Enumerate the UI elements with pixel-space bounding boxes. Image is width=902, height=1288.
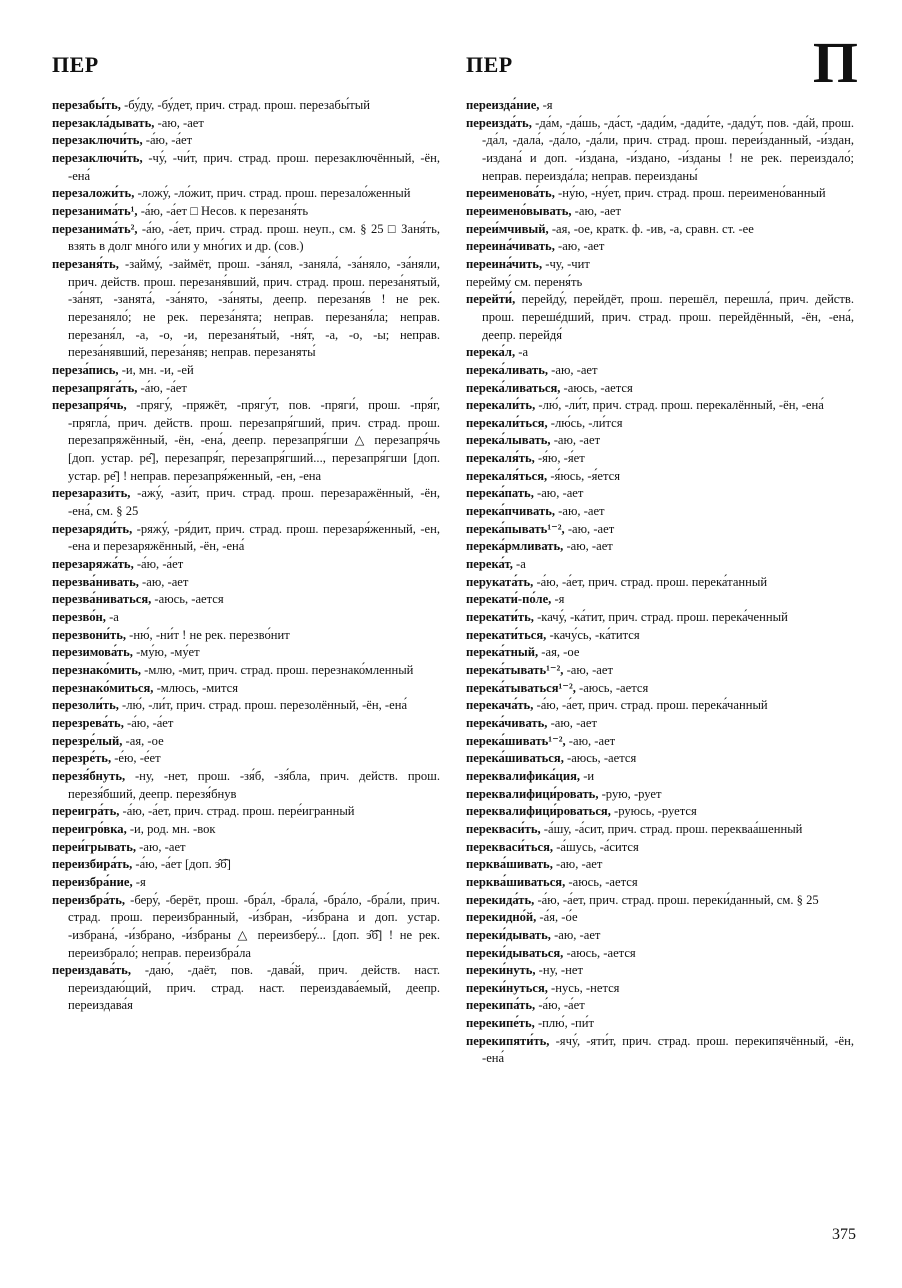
dictionary-entry <box>466 362 854 380</box>
dictionary-entry <box>466 768 854 786</box>
dictionary-entry <box>466 415 854 433</box>
dictionary-entry <box>466 274 854 292</box>
headword: перекида́ть, <box>466 892 535 907</box>
entry-body: -и <box>580 768 595 783</box>
dictionary-entry <box>466 927 854 945</box>
headword: перека́рмливать, <box>466 539 564 554</box>
dictionary-entry <box>466 203 854 221</box>
entry-body: -даю́, -даёт, пов. -дава́й, прич. действ. наст. переиздаю́щий, прич. страд. наст. переиздава́емый, деепр. переиздава́я <box>68 963 440 1013</box>
dictionary-entry <box>52 609 440 627</box>
entry-body: -качу́, -ка́тит, прич. страд. прош. перека́ченный <box>533 610 788 625</box>
dictionary-entry <box>52 750 440 768</box>
headword: перека́т, <box>466 557 513 572</box>
entry-body: -а́шусь, -а́сится <box>553 839 639 854</box>
headword: перезимова́ть, <box>52 645 133 660</box>
section-letter: П <box>812 30 858 95</box>
headword: перезоли́ть, <box>52 698 119 713</box>
entry-body: -аю, -ает <box>554 239 605 254</box>
entry-body: -ажу́, -ази́т, прич. страд. прош. перезаражённый, -ён, -ена́, см. § 25 <box>68 486 440 519</box>
entry-body: перейду́, перейдёт, прош. перешёл, перешла́, прич. действ. прош. перешéдший, прич. страд. прош. перейдённый, -ён, -ена́, деепр. перейдя́ <box>482 292 854 342</box>
entry-body: -качу́сь, -ка́тится <box>546 627 640 642</box>
headword: перека́шивать¹⁻², <box>466 733 566 748</box>
entry-body: -аюсь, -ается <box>563 751 637 766</box>
dictionary-entry <box>466 591 854 609</box>
headword: перезва́ниваться, <box>52 592 152 607</box>
dictionary-entry <box>52 115 440 133</box>
entry-body: -му́ю, -му́ет <box>132 645 200 660</box>
headword: переза́пись, <box>52 362 119 377</box>
entry-body: -а́ю, -а́ет <box>142 133 193 148</box>
entry-body: -я <box>539 98 553 112</box>
entry-body: -бу́ду, -бу́дет, прич. страд. прош. перезабы́тый <box>120 98 370 112</box>
dictionary-entry <box>52 380 440 398</box>
headword: перекати́-по́ле, <box>466 592 552 607</box>
entry-body: -ню́, -ни́т ! не рек. перезво́нит <box>126 627 290 642</box>
headword: перезаня́ть, <box>52 256 119 271</box>
dictionary-entry <box>466 962 854 980</box>
entry-body: -аю, -ает <box>138 574 189 589</box>
entry-body: -а <box>515 345 529 360</box>
dictionary-entry <box>52 644 440 662</box>
entry-body: -прягу́, -пряжёт, -прягу́т, пов. -пряги́, прош. -пря́г, -прягла́, прич. действ. прош. перезапря́гший, прич. страд. прош. перезапряжённый, -ён, -ена́, деепр. перезапря́гши △ перезапря́чь [доп. устар. ре̂], перезапря́г, перезапря́гший..., перезапря́гши [доп. устар. ре̂] ! неправ. перезапря́женный, -ен, -ена <box>68 398 440 483</box>
headword: перезаключи́ть, <box>52 133 143 148</box>
dictionary-entry <box>52 768 440 803</box>
dictionary-entry <box>52 185 440 203</box>
headword: перека́пать, <box>466 486 534 501</box>
dictionary-entry <box>52 803 440 821</box>
entry-body: -руюсь, -руется <box>610 804 697 819</box>
entry-body: -рую, -рует <box>598 786 662 801</box>
entry-body: -а́ю, -а́ет, прич. страд. прош. пере́игранный <box>119 804 355 819</box>
entry-body: -чу́, -чи́т, прич. страд. прош. перезаключённый, -ён, -ена́ <box>68 150 440 183</box>
dictionary-entry <box>52 680 440 698</box>
dictionary-entry <box>52 892 440 963</box>
headword: перекипе́ть, <box>466 1016 535 1031</box>
headword: перезво́н, <box>52 610 106 625</box>
dictionary-entry <box>466 892 854 910</box>
entry-body: -ячу́, -яти́т, прич. страд. прош. перекипячённый, -ён, -ена́ <box>482 1033 854 1066</box>
dictionary-entry <box>52 627 440 645</box>
entry-body: -аюсь, -ается <box>151 592 224 607</box>
entry-body: -чу, -чит <box>542 256 590 271</box>
headword: перезабы́ть, <box>52 98 121 112</box>
dictionary-entry <box>466 380 854 398</box>
headword: перква́шиваться, <box>466 874 566 889</box>
dictionary-entry <box>52 697 440 715</box>
headword: перезаряжа́ть, <box>52 557 134 572</box>
headword: перейти́, <box>466 292 516 307</box>
entry-body: -аю, -ает <box>552 857 603 872</box>
headword: перекваси́ть, <box>466 821 541 836</box>
entry-body: -аю, -ает <box>533 486 584 501</box>
entry-body: -плю́, -пи́т <box>534 1016 595 1031</box>
dictionary-entry <box>466 980 854 998</box>
dictionary-entry <box>52 821 440 839</box>
entry-body: -аю, -ает <box>154 115 204 130</box>
headword: перека́тываться¹⁻², <box>466 680 576 695</box>
entry-body: -ну, -нет <box>535 963 583 978</box>
dictionary-entry <box>466 786 854 804</box>
dictionary-entry <box>52 856 440 874</box>
entry-body: -млюсь, -мится <box>153 680 239 695</box>
dictionary-entry <box>466 344 854 362</box>
headword: переизбра́ть, <box>52 892 126 907</box>
headword: перезя́бнуть, <box>52 768 126 783</box>
headword: переизда́ть, <box>466 115 532 130</box>
entry-body: -аю, -ает <box>550 433 601 448</box>
entry-body: -а́ю, -а́ет <box>535 998 585 1013</box>
headword: перекати́ть, <box>466 610 534 625</box>
entry-body: -нусь, -нется <box>547 980 620 995</box>
headword: перека́л, <box>466 345 516 360</box>
headword: перека́пывать¹⁻², <box>466 521 565 536</box>
entry-body: -лю́, -ли́т, прич. страд. прош. перезолённый, -ён, -ена́ <box>118 698 408 713</box>
entry-body: -аюсь, -ается <box>560 380 633 395</box>
dictionary-entry <box>466 644 854 662</box>
dictionary-entry <box>466 468 854 486</box>
entry-body: -аю, -ает <box>565 733 616 748</box>
headword: перуката́ть, <box>466 574 534 589</box>
entry-body: -я́ю, -я́ет <box>534 451 585 466</box>
dictionary-entry <box>466 662 854 680</box>
entry-body: -я <box>132 874 146 889</box>
entry-body: -а <box>105 610 119 625</box>
dictionary-entry <box>466 485 854 503</box>
dictionary-entry <box>52 733 440 751</box>
dictionary-entry <box>466 750 854 768</box>
entry-body: -аюсь, -ается <box>575 680 649 695</box>
dictionary-entry <box>466 856 854 874</box>
entry-body: -лю́, -ли́т, прич. страд. прош. перекалённый, -ён, -ена́ <box>535 398 824 413</box>
headword: переки́дывать, <box>466 927 551 942</box>
headword: перекипа́ть, <box>466 998 536 1013</box>
dictionary-entry <box>466 238 854 256</box>
headword: перекати́ться, <box>466 627 547 642</box>
entry-body: -а́шу, -а́сит, прич. страд. прош. перекваа́шенный <box>540 821 803 836</box>
headword: переквалифици́роваться, <box>466 804 611 819</box>
dictionary-entry <box>466 697 854 715</box>
dictionary-entry <box>466 945 854 963</box>
headword: перезаряди́ть, <box>52 521 133 536</box>
headword: перезрева́ть, <box>52 715 124 730</box>
headword: перека́ливаться, <box>466 380 561 395</box>
entry-body: -аю, -ает <box>563 663 613 677</box>
headword: перезарази́ть, <box>52 486 131 501</box>
entry-body: -и, род. мн. -вок <box>126 821 216 836</box>
entry-body: -а́ю, -а́ет, прич. страд. прош. перека́чанный <box>533 698 768 713</box>
headword: переина́чивать, <box>466 239 555 254</box>
headword: переки́дываться, <box>466 945 564 960</box>
headword: перезанима́ть², <box>52 221 138 236</box>
dictionary-entry <box>466 97 854 115</box>
dictionary-entry <box>52 874 440 892</box>
headword: переимено́вывать, <box>466 203 572 218</box>
entry-body: -а́ю, -а́ет <box>137 380 187 395</box>
page-number: 375 <box>832 1226 856 1243</box>
entry-body: -млю, -мит, прич. страд. прош. перезнако́мленный <box>141 663 414 677</box>
entry-body: -а́ю, -а́ет <box>123 715 174 730</box>
entry-body: -аю, -ает <box>548 362 598 377</box>
entry-body: -и, мн. -и, -ей <box>118 362 194 377</box>
dictionary-entry <box>52 221 440 256</box>
dictionary-entry <box>52 521 440 556</box>
dictionary-entry <box>52 150 440 185</box>
entry-body: перейму́ см. переня́ть <box>466 274 583 289</box>
headword: переки́нуть, <box>466 963 536 978</box>
headword: переина́чить, <box>466 256 543 271</box>
headword: перека́тный, <box>466 645 539 660</box>
headword: перека́чивать, <box>466 715 548 730</box>
dictionary-entry <box>466 821 854 839</box>
running-head-left: ПЕР <box>52 52 99 77</box>
dictionary-entry <box>52 362 440 380</box>
dictionary-entry <box>466 185 854 203</box>
entry-body: -да́м, -да́шь, -да́ст, -дади́м, -дади́те, -даду́т, пов. -да́й, прош. -да́л, -дала́, -да́ло, -да́ли, прич. страд. прош. переи́зданный, -и́здан, -издана́ и доп. -и́здана, -и́здано, -и́зданы ! не рек. переиздало́; неправ. переизда́ла; неправ. переизданы́ <box>482 115 854 183</box>
headword: перезапряга́ть, <box>52 380 138 395</box>
dictionary-entry <box>52 715 440 733</box>
dictionary-entry <box>466 397 854 415</box>
entry-body: -ая, -ое <box>122 733 164 748</box>
headword: перезре́лый, <box>52 733 123 748</box>
headword: перезре́ть, <box>52 751 112 766</box>
entry-body: -аю, -ает <box>547 715 597 730</box>
headword: переизбра́ние, <box>52 874 133 889</box>
dictionary-entry <box>52 839 440 857</box>
dictionary-entry <box>466 680 854 698</box>
headword: перекваси́ться, <box>466 839 554 854</box>
entry-body: -а́ю, -а́ет □ Несов. к перезаня́ть <box>137 203 309 218</box>
headword: переизбира́ть, <box>52 857 133 872</box>
entry-body: -ну́ю, -ну́ет, прич. страд. прош. переимено́ванный <box>554 186 826 201</box>
dictionary-entry <box>466 1033 854 1068</box>
headword: перекаля́ть, <box>466 451 535 466</box>
dictionary-entry <box>466 997 854 1015</box>
entry-body: -аю, -ает <box>136 839 186 854</box>
entry-body: -аю, -ает <box>571 203 622 218</box>
entry-body: -а́ю, -а́ет [доп. э̂б̂] <box>132 857 231 872</box>
headword: перезапря́чь, <box>52 398 127 413</box>
headword: переиздава́ть, <box>52 963 131 978</box>
dictionary-entry <box>466 733 854 751</box>
dictionary-entry <box>52 203 440 221</box>
dictionary-entry <box>466 256 854 274</box>
dictionary-entry <box>52 485 440 520</box>
headword: переквалифика́ция, <box>466 768 581 783</box>
dictionary-entry <box>466 874 854 892</box>
headword: перезнако́миться, <box>52 680 154 695</box>
entry-body: -я <box>551 592 565 607</box>
headword: перека́пчивать, <box>466 504 556 519</box>
dictionary-entry <box>52 397 440 485</box>
entry-body: -аю, -ает <box>555 504 605 519</box>
headword: перека́тывать¹⁻², <box>466 663 564 677</box>
entry-body: -ая, -ое, кратк. ф. -ив, -а, сравн. ст. -ее <box>548 221 754 236</box>
headword: переквалифици́ровать, <box>466 786 599 801</box>
entry-body: -а́я, -о́е <box>536 910 578 925</box>
dictionary-entry <box>52 574 440 592</box>
dictionary-entry <box>52 662 440 680</box>
headword: перезаложи́ть, <box>52 186 135 201</box>
dictionary-entry <box>466 521 854 539</box>
entry-body: -а́ю, -а́ет, прич. страд. прош. перека́танный <box>533 574 768 589</box>
dictionary-entry <box>466 291 854 344</box>
headword: переигра́ть, <box>52 804 120 819</box>
dictionary-entry <box>466 1015 854 1033</box>
left-column <box>52 97 440 1015</box>
entry-body: -лю́сь, -ли́тся <box>547 415 623 430</box>
right-column <box>466 97 854 1068</box>
headword: перекали́ть, <box>466 398 536 413</box>
entry-body: -аю, -ает <box>550 927 601 942</box>
dictionary-entry <box>466 715 854 733</box>
headword: переименова́ть, <box>466 186 555 201</box>
entry-body: -а́ю, -а́ет, прич. страд. прош. переки́данный, см. § 25 <box>534 892 819 907</box>
dictionary-entry <box>52 591 440 609</box>
dictionary-entry <box>52 962 440 1015</box>
dictionary-entry <box>466 221 854 239</box>
entry-body: -ряжу́, -ря́дит, прич. страд. прош. перезаря́женный, -ен, -ена и перезаряжённый, -ён, -ена́ <box>68 521 440 554</box>
entry-body: -беру́, -берёт, прош. -бра́л, -брала́, -бра́ло, -бра́ли, прич. страд. прош. переизбранный, -и́збран, -и́збрана и доп. устар. -избрана́, -и́збрано, -и́збраны △ переизберу́... [доп. э̂б̂] ! не рек. переизбрало́; неправ. переизбра́ла <box>68 892 440 960</box>
entry-body: -а́ю, -а́ет, прич. страд. прош. неуп., см. § 25 □ Заня́ть, взять в долг мно́го или у мно́гих и др. (сов.) <box>68 221 440 254</box>
headword: переигро́вка, <box>52 821 127 836</box>
entry-body: -ая, -ое <box>538 645 580 660</box>
headword: переки́нуться, <box>466 980 548 995</box>
headword: перекидно́й, <box>466 910 537 925</box>
dictionary-entry <box>52 132 440 150</box>
dictionary-entry <box>466 803 854 821</box>
dictionary-entry <box>466 627 854 645</box>
headword: переи́грывать, <box>52 839 137 854</box>
dictionary-entry <box>52 256 440 362</box>
dictionary-entry <box>52 97 440 115</box>
dictionary-entry <box>52 556 440 574</box>
dictionary-entry <box>466 609 854 627</box>
headword: переи́мчивый, <box>466 221 549 236</box>
dictionary-entry <box>466 115 854 186</box>
entry-body: -а <box>512 557 526 572</box>
headword: перекали́ться, <box>466 415 548 430</box>
dictionary-entry <box>466 538 854 556</box>
dictionary-entry <box>466 574 854 592</box>
dictionary-entry <box>466 909 854 927</box>
entry-body: -займу́, -займёт, прош. -за́нял, -заняла́, -за́няло, -за́няли, прич. действ. прош. перезаня́вший, прич. страд. прош. переза́нятый, -за́нят, -занята́, -за́нято, -за́няты, деепр. перезаня́в ! не рек. перезаняло́; не рек. переза́нята; неправ. перезаня́ла; неправ. перезаня́л, -а, -о, -и, перезаня́тый, -ня́т, -а, -о, -ы; неправ. переза́нявший, переза́няв; неправ. перезаняты́ <box>68 256 440 360</box>
dictionary-entry <box>466 839 854 857</box>
entry-body: -е́ю, -е́ет <box>111 751 161 766</box>
headword: перекача́ть, <box>466 698 534 713</box>
headword: перекаля́ться, <box>466 468 548 483</box>
headword: перезва́нивать, <box>52 574 139 589</box>
headword: перезнако́мить, <box>52 663 142 677</box>
headword: перекипяти́ть, <box>466 1033 550 1048</box>
headword: перека́шиваться, <box>466 751 564 766</box>
dictionary-entry <box>466 432 854 450</box>
entry-body: -аюсь, -ается <box>563 945 636 960</box>
entry-body: -ложу́, -ло́жит, прич. страд. прош. перезало́женный <box>134 186 411 201</box>
entry-body: -аю, -ает <box>563 539 613 554</box>
headword: перезакла́дывать, <box>52 115 155 130</box>
headword: переизда́ние, <box>466 98 540 112</box>
entry-body: -я́юсь, -я́ется <box>547 468 620 483</box>
entry-body: -аюсь, -ается <box>565 874 638 889</box>
dictionary-entry <box>466 556 854 574</box>
headword: перека́ливать, <box>466 362 549 377</box>
headword: перезаключи́ть, <box>52 150 143 165</box>
entry-body: -а́ю, -а́ет <box>133 557 184 572</box>
entry-body: -ну, -нет, прош. -зя́б, -зя́бла, прич. действ. прош. перезя́бший, деепр. перезя́бнув <box>68 768 440 801</box>
running-head-right: ПЕР <box>466 52 513 77</box>
headword: перека́лывать, <box>466 433 551 448</box>
dictionary-entry <box>466 503 854 521</box>
entry-body: -аю, -ает <box>564 521 615 536</box>
headword: перезвони́ть, <box>52 627 127 642</box>
headword: перква́шивать, <box>466 857 553 872</box>
headword: перезанима́ть¹, <box>52 203 138 218</box>
dictionary-entry <box>466 450 854 468</box>
